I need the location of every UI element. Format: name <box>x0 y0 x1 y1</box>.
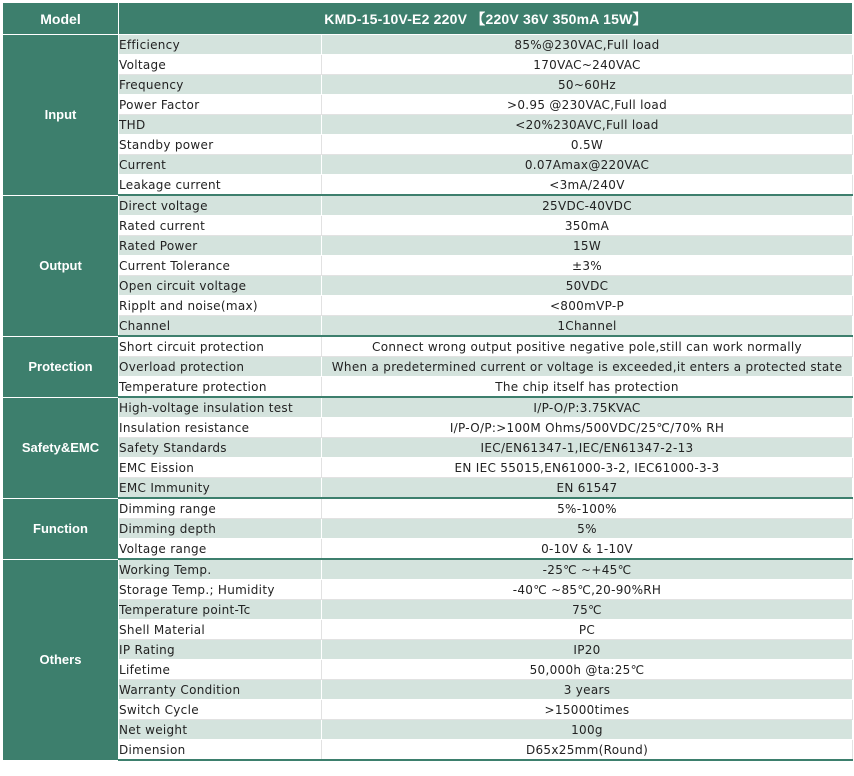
spec-row <box>3 640 853 660</box>
spec-row <box>3 458 853 478</box>
param-value: 0.07Amax@220VAC <box>322 155 853 175</box>
param-name: EMC Eission <box>119 458 322 478</box>
param-name: Voltage range <box>119 539 322 560</box>
spec-row <box>3 660 853 680</box>
param-value: 1Channel <box>322 316 853 337</box>
spec-table <box>2 2 853 761</box>
param-name: Lifetime <box>119 660 322 680</box>
spec-row <box>3 720 853 740</box>
spec-row <box>3 276 853 296</box>
spec-row <box>3 498 853 519</box>
param-value: IEC/EN61347-1,IEC/EN61347-2-13 <box>322 438 853 458</box>
param-name: Temperature protection <box>119 377 322 398</box>
param-value: Connect wrong output positive negative pole,still can work normally <box>322 336 853 357</box>
param-value: When a predetermined current or voltage is exceeded,it enters a protected state <box>322 357 853 377</box>
spec-row <box>3 216 853 236</box>
param-value: 0.5W <box>322 135 853 155</box>
spec-row <box>3 418 853 438</box>
param-name: Short circuit protection <box>119 336 322 357</box>
group-label: Others <box>3 559 119 760</box>
spec-row <box>3 519 853 539</box>
param-value: IP20 <box>322 640 853 660</box>
param-name: Overload protection <box>119 357 322 377</box>
spec-row <box>3 316 853 337</box>
param-name: THD <box>119 115 322 135</box>
param-value: 50VDC <box>322 276 853 296</box>
param-value: ±3% <box>322 256 853 276</box>
group-label: Function <box>3 498 119 559</box>
spec-row <box>3 680 853 700</box>
param-name: Warranty Condition <box>119 680 322 700</box>
spec-row <box>3 377 853 398</box>
param-name: Dimming depth <box>119 519 322 539</box>
spec-row <box>3 135 853 155</box>
param-name: Direct voltage <box>119 195 322 216</box>
product-title: KMD-15-10V-E2 220V 【220V 36V 350mA 15W】 <box>119 3 853 35</box>
param-name: IP Rating <box>119 640 322 660</box>
param-value: -25℃ ~+45℃ <box>322 559 853 580</box>
spec-row <box>3 75 853 95</box>
param-name: Switch Cycle <box>119 700 322 720</box>
param-value: 25VDC-40VDC <box>322 195 853 216</box>
param-value: PC <box>322 620 853 640</box>
spec-row <box>3 438 853 458</box>
param-value: EN IEC 55015,EN61000-3-2, IEC61000-3-3 <box>322 458 853 478</box>
param-value: <3mA/240V <box>322 175 853 196</box>
param-value: D65x25mm(Round) <box>322 740 853 761</box>
param-name: Standby power <box>119 135 322 155</box>
param-value: I/P-O/P:>100M Ohms/500VDC/25℃/70% RH <box>322 418 853 438</box>
param-name: Working Temp. <box>119 559 322 580</box>
group-label: Safety&EMC <box>3 397 119 498</box>
param-value: 85%@230VAC,Full load <box>322 35 853 55</box>
spec-row <box>3 600 853 620</box>
param-value: >0.95 @230VAC,Full load <box>322 95 853 115</box>
spec-row <box>3 95 853 115</box>
group-label: Input <box>3 35 119 196</box>
param-name: Channel <box>119 316 322 337</box>
param-name: Open circuit voltage <box>119 276 322 296</box>
param-name: Insulation resistance <box>119 418 322 438</box>
spec-row <box>3 55 853 75</box>
param-name: High-voltage insulation test <box>119 397 322 418</box>
spec-row <box>3 357 853 377</box>
param-value: 5%-100% <box>322 498 853 519</box>
param-value: 50~60Hz <box>322 75 853 95</box>
param-value: 0-10V & 1-10V <box>322 539 853 560</box>
param-name: Rated Power <box>119 236 322 256</box>
param-name: Dimming range <box>119 498 322 519</box>
spec-row <box>3 35 853 55</box>
param-name: Voltage <box>119 55 322 75</box>
param-name: Efficiency <box>119 35 322 55</box>
param-name: Shell Material <box>119 620 322 640</box>
param-name: EMC Immunity <box>119 478 322 499</box>
param-value: 50,000h @ta:25℃ <box>322 660 853 680</box>
spec-row <box>3 175 853 196</box>
spec-row <box>3 236 853 256</box>
spec-row <box>3 256 853 276</box>
param-value: I/P-O/P:3.75KVAC <box>322 397 853 418</box>
param-name: Rated current <box>119 216 322 236</box>
param-value: <800mVP-P <box>322 296 853 316</box>
model-label: Model <box>3 3 119 35</box>
param-name: Leakage current <box>119 175 322 196</box>
param-name: Current <box>119 155 322 175</box>
spec-row <box>3 397 853 418</box>
param-value: 170VAC~240VAC <box>322 55 853 75</box>
param-name: Safety Standards <box>119 438 322 458</box>
param-name: Net weight <box>119 720 322 740</box>
param-value: 350mA <box>322 216 853 236</box>
spec-row <box>3 195 853 216</box>
spec-row <box>3 740 853 761</box>
spec-row <box>3 155 853 175</box>
param-name: Current Tolerance <box>119 256 322 276</box>
param-value: <20%230AVC,Full load <box>322 115 853 135</box>
param-value: 100g <box>322 720 853 740</box>
spec-row <box>3 336 853 357</box>
group-label: Output <box>3 195 119 336</box>
spec-row <box>3 700 853 720</box>
group-label: Protection <box>3 336 119 397</box>
param-value: -40℃ ~85℃,20-90%RH <box>322 580 853 600</box>
param-value: 5% <box>322 519 853 539</box>
spec-row <box>3 559 853 580</box>
param-name: Temperature point-Tc <box>119 600 322 620</box>
param-value: 75℃ <box>322 600 853 620</box>
spec-row <box>3 539 853 560</box>
spec-body <box>3 35 853 761</box>
param-name: Storage Temp.; Humidity <box>119 580 322 600</box>
header-row <box>3 3 853 35</box>
spec-row <box>3 478 853 499</box>
param-value: 15W <box>322 236 853 256</box>
spec-row <box>3 115 853 135</box>
spec-row <box>3 620 853 640</box>
param-name: Power Factor <box>119 95 322 115</box>
param-value: The chip itself has protection <box>322 377 853 398</box>
param-value: 3 years <box>322 680 853 700</box>
param-name: Dimension <box>119 740 322 761</box>
param-value: EN 61547 <box>322 478 853 499</box>
spec-row <box>3 296 853 316</box>
param-value: >15000times <box>322 700 853 720</box>
param-name: Ripplt and noise(max) <box>119 296 322 316</box>
param-name: Frequency <box>119 75 322 95</box>
spec-row <box>3 580 853 600</box>
